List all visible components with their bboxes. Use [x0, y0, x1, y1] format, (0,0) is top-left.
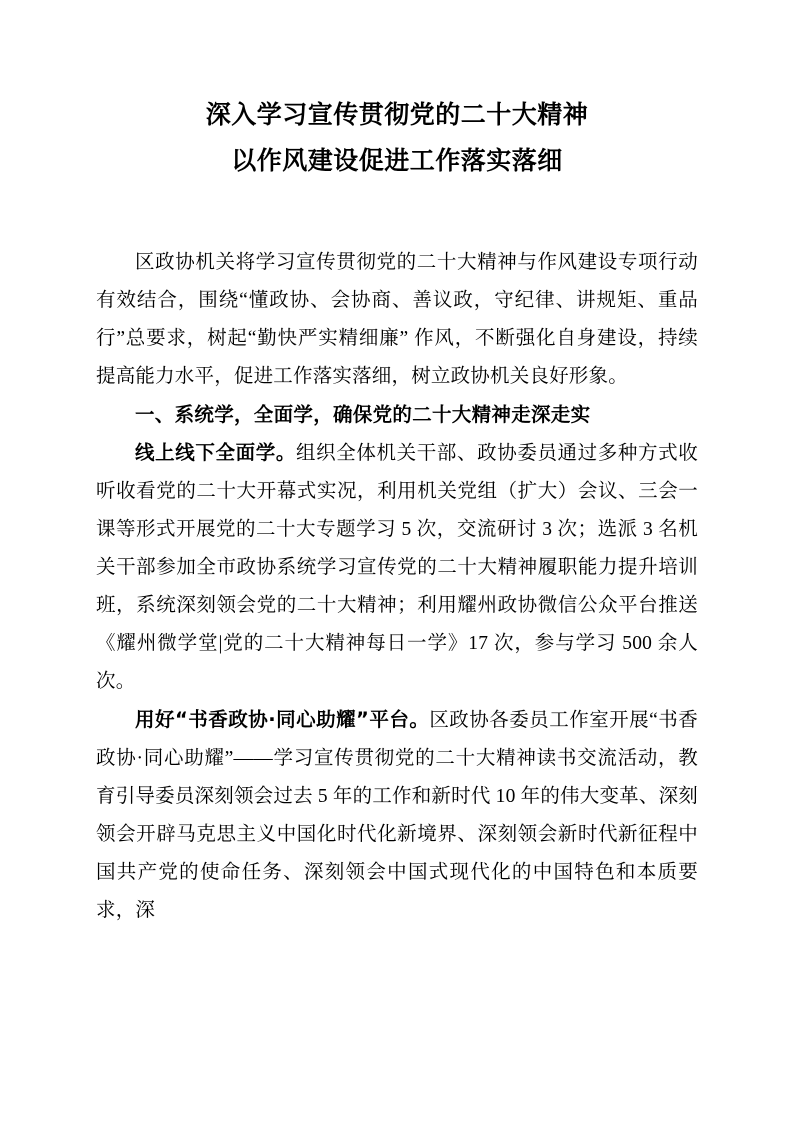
section-heading-1: 一、系统学，全面学，确保党的二十大精神走深走实 — [135, 403, 591, 426]
subsection-1-lead: 线上线下全面学。 — [135, 441, 296, 464]
page-title — [96, 92, 698, 184]
subsection-2-body: 区政协各委员工作室开展“书香政协·同心助耀”——学习宣传贯彻党的二十大精神读书交流活动，教育引导委员深刻领会过去 5 年的工作和新时代 10 年的伟大变革、深刻领会开辟马克思主义中国化时代化新境界、深刻领会新时代新征程中国共产党的使命任务、深刻领会中国式现代化的中国特色和本质要求，深 — [96, 710, 698, 921]
page-title-line-2: 以作风建设促进工作落实落细 — [231, 146, 563, 175]
subsection-2-lead: 用好“书香政协·同心助耀”平台。 — [135, 708, 430, 731]
subsection-2 — [96, 701, 698, 930]
page-title-line-1: 深入学习宣传贯彻党的二十大精神 — [205, 100, 589, 129]
subsection-1-body: 组织全体机关干部、政协委员通过多种方式收听收看党的二十大开幕式实况，利用机关党组（扩大）会议、三会一课等形式开展党的二十大专题学习 5 次，交流研讨 3 次；选派 3 名机关干部参加全市政协系统学习宣传党的二十大精神履职能力提升培训班，系统深刻领会党的二十大精神；利用耀州政协微信公众平台推送《耀州微学堂|党的二十大精神每日一学》17 次，参与学习 500 余人次。 — [96, 443, 698, 692]
intro-paragraph: 区政协机关将学习宣传贯彻党的二十大精神与作风建设专项行动有效结合，围绕“懂政协、会协商、善议政，守纪律、讲规矩、重品行”总要求，树起“勤快严实精细廉” 作风，不断强化自身建设，持续提高能力水平，促进工作落实落细，树立政协机关良好形象。 — [96, 252, 698, 387]
title-spacer — [96, 188, 698, 244]
subsection-1 — [96, 434, 698, 701]
